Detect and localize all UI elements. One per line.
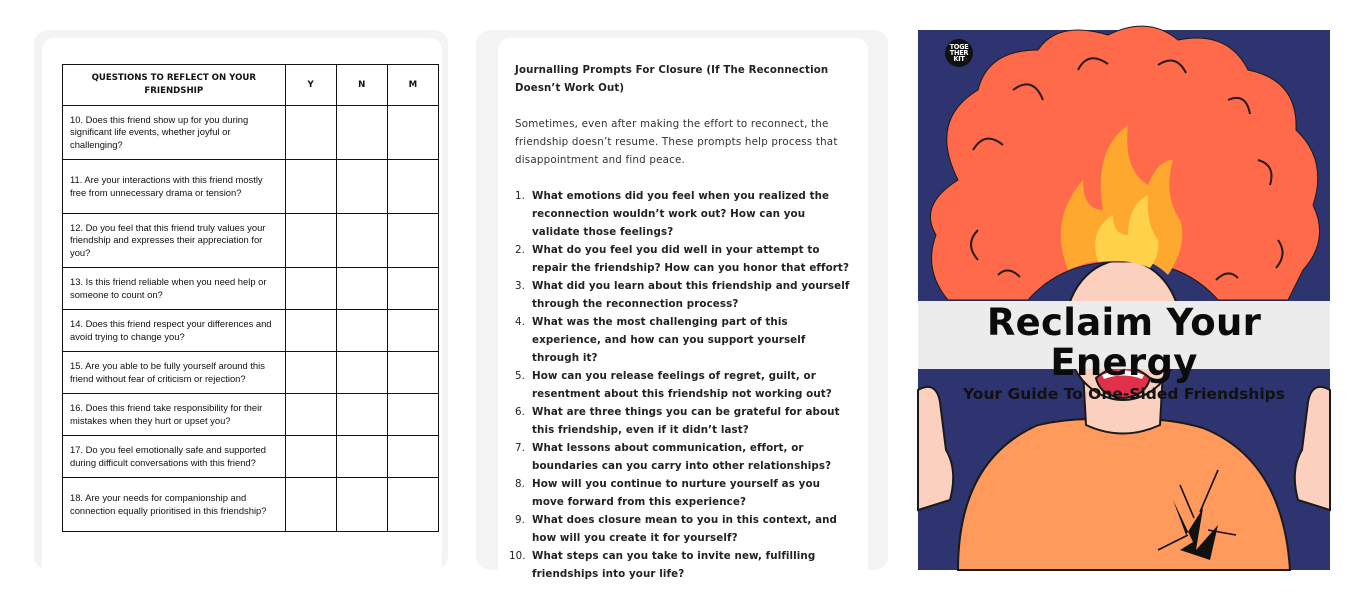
table-row bbox=[63, 352, 439, 394]
table-header-row bbox=[63, 65, 439, 106]
prompt-item bbox=[515, 277, 855, 313]
no-cell[interactable] bbox=[336, 268, 387, 310]
reflection-table bbox=[62, 64, 439, 532]
question-cell: 10. Does this friend show up for you during significant life events, whether joyful or challenging? bbox=[63, 106, 286, 160]
prompt-text: What was the most challenging part of this experience, and how can you support yourself through it? bbox=[532, 316, 806, 364]
yes-cell[interactable] bbox=[285, 268, 336, 310]
prompts-list bbox=[509, 187, 855, 583]
logo-line: THER bbox=[949, 48, 969, 57]
logo-line: TOGE bbox=[949, 42, 969, 51]
header-question: QUESTIONS TO REFLECT ON YOUR FRIENDSHIP bbox=[63, 65, 286, 106]
question-cell: 16. Does this friend take responsibility for their mistakes when they hurt or upset you? bbox=[63, 394, 286, 436]
prompts-title: Journalling Prompts For Closure (If The Reconnection Doesn’t Work Out) bbox=[515, 65, 829, 94]
maybe-cell[interactable] bbox=[387, 478, 438, 532]
no-cell[interactable] bbox=[336, 394, 387, 436]
no-cell[interactable] bbox=[336, 214, 387, 268]
header-no: N bbox=[336, 65, 387, 106]
prompt-number: 2. bbox=[515, 244, 526, 256]
table-row bbox=[63, 268, 439, 310]
logo-line: KIT bbox=[953, 55, 965, 64]
brand-logo bbox=[945, 39, 973, 67]
prompt-text: How can you release feelings of regret, guilt, or resentment about this friendship not working out? bbox=[532, 370, 832, 400]
checklist-panel bbox=[34, 30, 448, 570]
prompt-number: 6. bbox=[515, 406, 526, 418]
table-row bbox=[63, 214, 439, 268]
prompt-number: 8. bbox=[515, 478, 526, 490]
header-maybe: M bbox=[387, 65, 438, 106]
prompt-item bbox=[509, 547, 855, 583]
no-cell[interactable] bbox=[336, 160, 387, 214]
no-cell[interactable] bbox=[336, 352, 387, 394]
prompt-text: What lessons about communication, effort, or boundaries can you carry into other relationships? bbox=[532, 442, 832, 472]
prompts-panel bbox=[476, 30, 888, 580]
yes-cell[interactable] bbox=[285, 352, 336, 394]
prompt-text: What did you learn about this friendship and yourself through the reconnection process? bbox=[532, 280, 850, 310]
prompt-item bbox=[515, 439, 855, 475]
question-cell: 14. Does this friend respect your differences and avoid trying to change you? bbox=[63, 310, 286, 352]
table-row bbox=[63, 160, 439, 214]
yes-cell[interactable] bbox=[285, 478, 336, 532]
header-yes: Y bbox=[285, 65, 336, 106]
question-cell: 15. Are you able to be fully yourself around this friend without fear of criticism or rejection? bbox=[63, 352, 286, 394]
prompt-item bbox=[515, 313, 855, 367]
prompt-item bbox=[515, 367, 855, 403]
maybe-cell[interactable] bbox=[387, 106, 438, 160]
prompt-item bbox=[515, 241, 855, 277]
no-cell[interactable] bbox=[336, 310, 387, 352]
question-cell: 17. Do you feel emotionally safe and supported during difficult conversations with this friend? bbox=[63, 436, 286, 478]
table-row bbox=[63, 436, 439, 478]
question-cell: 11. Are your interactions with this friend mostly free from unnecessary drama or tension? bbox=[63, 160, 286, 214]
prompt-text: What does closure mean to you in this context, and how will you create it for yourself? bbox=[532, 514, 838, 544]
prompts-intro: Sometimes, even after making the effort to reconnect, the friendship doesn’t resume. These prompts help process that disappointment and find peace. bbox=[515, 118, 838, 166]
table-row bbox=[63, 478, 439, 532]
prompt-number: 10. bbox=[509, 550, 526, 562]
yes-cell[interactable] bbox=[285, 106, 336, 160]
prompt-number: 3. bbox=[515, 280, 526, 292]
maybe-cell[interactable] bbox=[387, 436, 438, 478]
yes-cell[interactable] bbox=[285, 394, 336, 436]
prompt-text: What steps can you take to invite new, fulfilling friendships into your life? bbox=[532, 550, 816, 580]
prompt-item bbox=[515, 403, 855, 439]
prompt-item bbox=[515, 511, 855, 547]
maybe-cell[interactable] bbox=[387, 394, 438, 436]
no-cell[interactable] bbox=[336, 436, 387, 478]
prompt-item bbox=[515, 475, 855, 511]
prompt-number: 9. bbox=[515, 514, 526, 526]
maybe-cell[interactable] bbox=[387, 214, 438, 268]
yes-cell[interactable] bbox=[285, 160, 336, 214]
poster-panel bbox=[918, 30, 1330, 570]
maybe-cell[interactable] bbox=[387, 268, 438, 310]
question-cell: 18. Are your needs for companionship and connection equally prioritised in this friendship? bbox=[63, 478, 286, 532]
prompt-item bbox=[515, 187, 855, 241]
checklist-card bbox=[42, 38, 442, 578]
question-cell: 13. Is this friend reliable when you need help or someone to count on? bbox=[63, 268, 286, 310]
poster-title: Reclaim Your Energy bbox=[986, 301, 1262, 384]
poster-illustration bbox=[918, 30, 1330, 570]
maybe-cell[interactable] bbox=[387, 352, 438, 394]
yes-cell[interactable] bbox=[285, 214, 336, 268]
prompt-number: 4. bbox=[515, 316, 526, 328]
maybe-cell[interactable] bbox=[387, 160, 438, 214]
prompt-number: 5. bbox=[515, 370, 526, 382]
table-row bbox=[63, 106, 439, 160]
no-cell[interactable] bbox=[336, 478, 387, 532]
prompts-card bbox=[498, 38, 868, 578]
prompt-number: 7. bbox=[515, 442, 526, 454]
prompt-number: 1. bbox=[515, 190, 526, 202]
yes-cell[interactable] bbox=[285, 436, 336, 478]
title-banner bbox=[918, 301, 1330, 403]
prompt-text: What emotions did you feel when you realized the reconnection wouldn’t work out? How can you validate those feelings? bbox=[532, 190, 830, 238]
poster-subtitle: Your Guide To One-Sided Friendships bbox=[963, 385, 1285, 403]
prompt-text: What do you feel you did well in your attempt to repair the friendship? How can you honor that effort? bbox=[532, 244, 850, 274]
question-cell: 12. Do you feel that this friend truly values your friendship and expresses their appreciation for you? bbox=[63, 214, 286, 268]
prompt-text: What are three things you can be grateful for about this friendship, even if it didn’t last? bbox=[532, 406, 840, 436]
prompt-text: How will you continue to nurture yourself as you move forward from this experience? bbox=[532, 478, 821, 508]
table-row bbox=[63, 310, 439, 352]
table-row bbox=[63, 394, 439, 436]
yes-cell[interactable] bbox=[285, 310, 336, 352]
no-cell[interactable] bbox=[336, 106, 387, 160]
maybe-cell[interactable] bbox=[387, 310, 438, 352]
